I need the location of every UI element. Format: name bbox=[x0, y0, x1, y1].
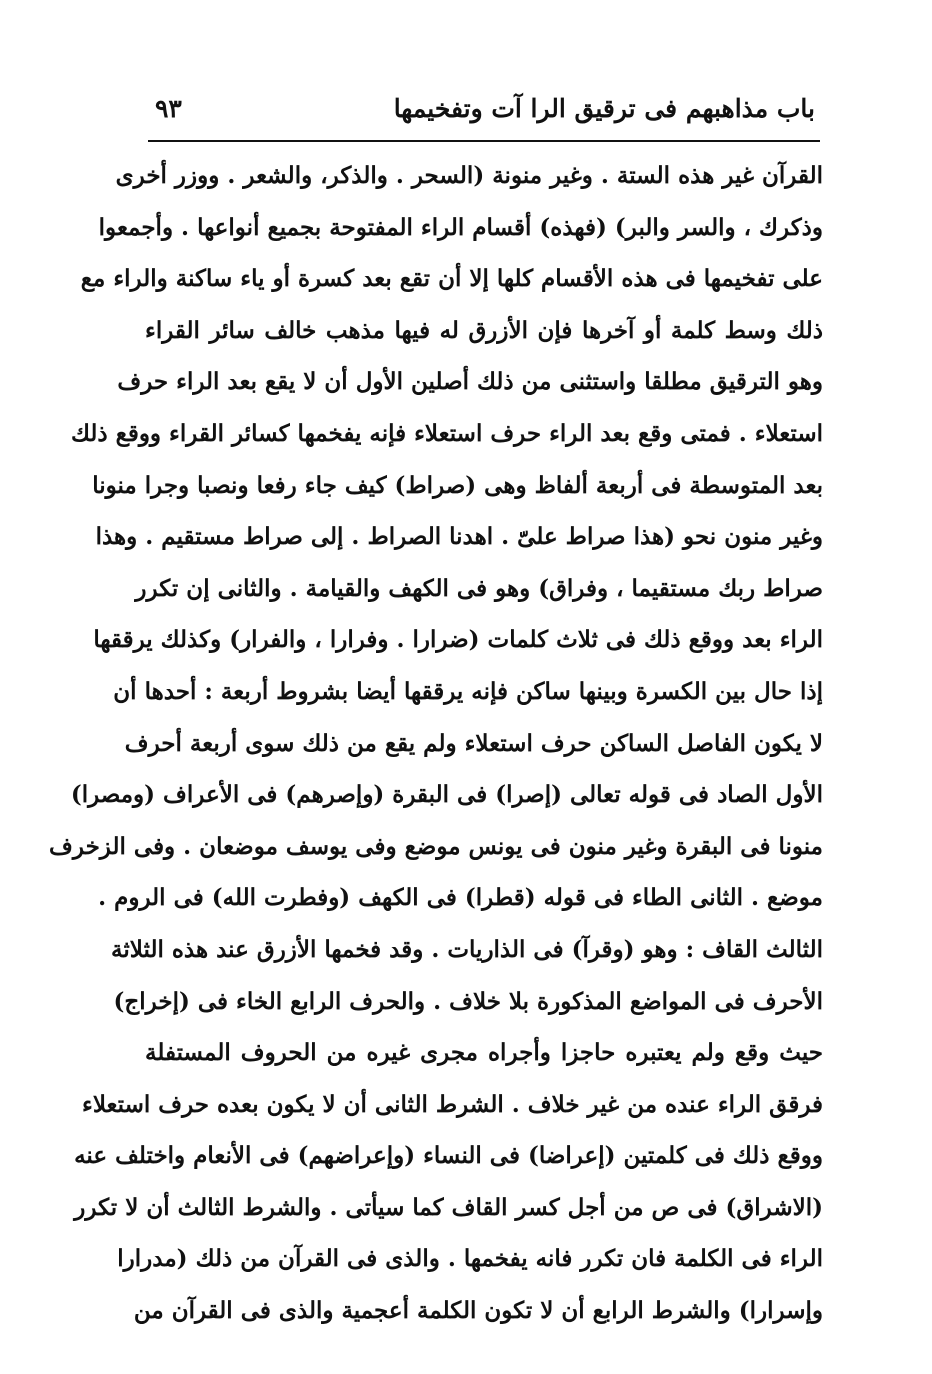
text-line: بعد المتوسطة فى أربعة ألفاظ وهى (صراط) كيف جاء رفعا ونصبا وجرا منونا bbox=[92, 471, 823, 499]
text-line: وذكرك ، والسر والبر) (فهذه) أقسام الراء المفتوحة بجميع أنواعها . وأجمعوا bbox=[98, 213, 823, 241]
text-line: فرقق الراء عنده من غير خلاف . الشرط الثانى أن لا يكون بعده حرف استعلاء bbox=[82, 1090, 823, 1118]
text-line: الثالث القاف : وهو (وقرآ) فى الذاريات . وقد فخمها الأزرق عند هذه الثلاثة bbox=[111, 935, 823, 963]
text-line: ووقع ذلك فى كلمتين (إعراضا) فى النساء (وإعراضهم) فى الأنعام واختلف عنه bbox=[74, 1142, 823, 1170]
text-line: إذا حال بين الكسرة وبينها ساكن فإنه يرققها أيضا بشروط أربعة : أحدها أن bbox=[113, 677, 823, 705]
text-line: الراء فى الكلمة فان تكرر فانه يفخمها . والذى فى القرآن من ذلك (مدرارا bbox=[117, 1245, 823, 1273]
page-header bbox=[155, 88, 815, 128]
chapter-title: باب مذاهبهم فى ترقيق الرا آت وتفخيمها bbox=[393, 93, 815, 123]
text-line: حيث وقع ولم يعتبره حاجزا وأجراه مجرى غيره من الحروف المستفلة bbox=[145, 1039, 823, 1067]
text-line: وغير منون نحو (هذا صراط علىّ . اهدنا الصراط . إلى صراط مستقيم . وهذا bbox=[95, 523, 823, 551]
text-line: صراط ربك مستقيما ، وفراق) وهو فى الكهف والقيامة . والثانى إن تكرر bbox=[135, 574, 823, 602]
text-line: على تفخيمها فى هذه الأقسام كلها إلا أن تقع بعد كسرة أو ياء ساكنة والراء مع bbox=[80, 265, 823, 293]
text-line: موضع . الثانى الطاء فى قوله (قطرا) فى الكهف (وفطرت الله) فى الروم . bbox=[98, 884, 823, 912]
page-number: ٩٣ bbox=[155, 93, 182, 123]
text-line: لا يكون الفاصل الساكن حرف استعلاء ولم يقع من ذلك سوى أربعة أحرف bbox=[124, 729, 823, 757]
text-line: القرآن غير هذه الستة . وغير منونة (السحر . والذكر، والشعر . ووزر أخرى bbox=[115, 162, 823, 189]
text-line: وهو الترقيق مطلقا واستثنى من ذلك أصلين الأول أن لا يقع بعد الراء حرف bbox=[117, 368, 823, 396]
text-line: (الاشراق) فى ص من أجل كسر القاف كما سيأتى . والشرط الثالث أن لا تكرر bbox=[74, 1193, 823, 1221]
header-divider bbox=[148, 140, 820, 142]
text-line: وإسرارا) والشرط الرابع أن لا تكون الكلمة أعجمية والذى فى القرآن من bbox=[133, 1297, 823, 1325]
text-line: الأول الصاد فى قوله تعالى (إصرا) فى البقرة (وإصرهم) فى الأعراف (ومصرا) bbox=[70, 781, 823, 809]
text-line: استعلاء . فمتى وقع بعد الراء حرف استعلاء فإنه يفخمها كسائر القراء ووقع ذلك bbox=[70, 419, 823, 447]
text-line: ذلك وسط كلمة أو آخرها فإن الأزرق له فيها مذهب خالف سائر القراء bbox=[145, 316, 823, 344]
body-text bbox=[49, 150, 823, 1337]
text-line: الراء بعد ووقع ذلك فى ثلاث كلمات (ضرارا . وفرارا ، والفرار) وكذلك يرققها bbox=[93, 626, 823, 654]
text-line: منونا فى البقرة وغير منون فى يونس موضع وفى يوسف موضعان . وفى الزخرف bbox=[49, 832, 823, 860]
text-line: الأحرف فى المواضع المذكورة بلا خلاف . والحرف الرابع الخاء فى (إخراج) bbox=[113, 987, 823, 1015]
